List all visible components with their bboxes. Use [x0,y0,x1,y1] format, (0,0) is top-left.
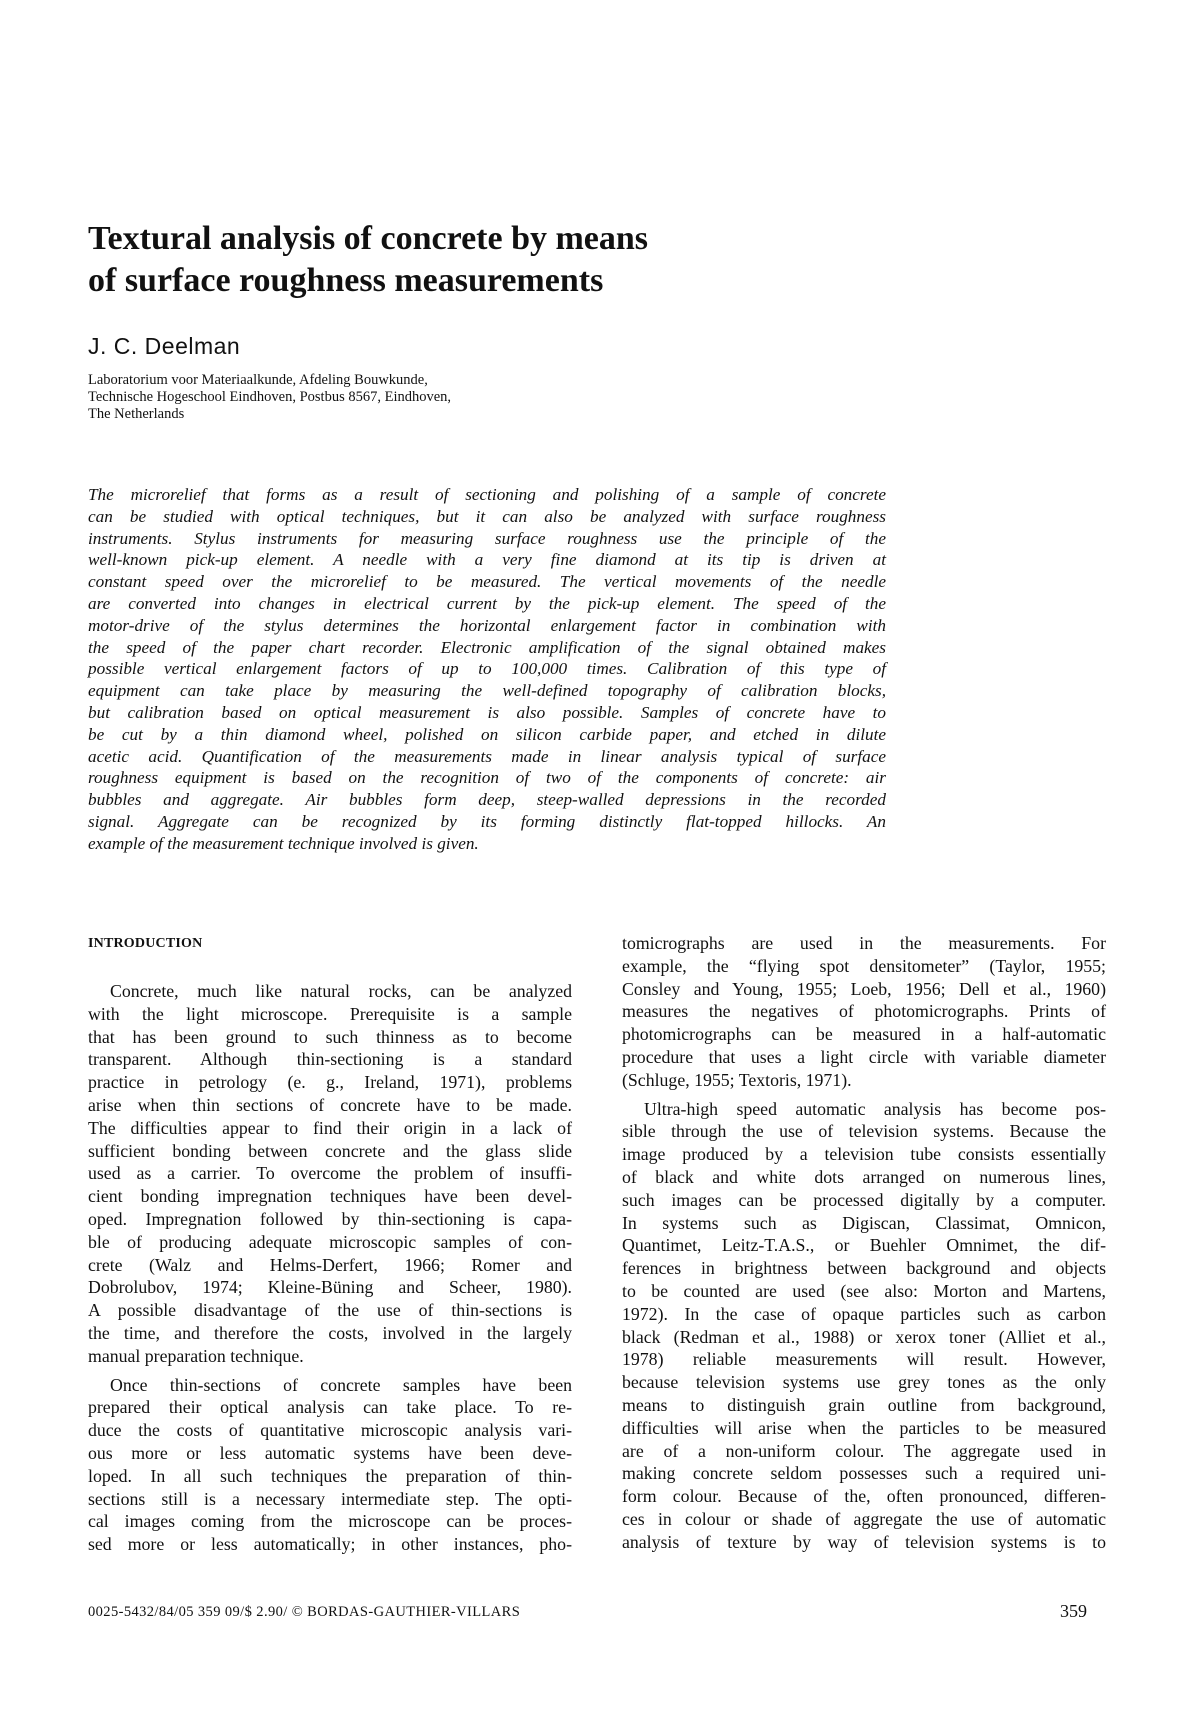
abstract-line: motor-drive of the stylus determines the horizontal enlargement factor in combination with [88,615,886,635]
text-line: crete (Walz and Helms-Derfert, 1966; Romer and [88,1254,572,1275]
text-line: sible through the use of television systems. Because the [622,1121,1106,1142]
page-number: 359 [1060,1601,1087,1621]
abstract-line: can be studied with optical techniques, but it can also be analyzed with surface roughness [88,506,886,526]
abstract-line: example of the measurement technique involved is given. [88,833,479,853]
text-line: 1978) reliable measurements will result. However, [622,1349,1106,1370]
text-line: to be counted are used (see also: Morton and Martens, [622,1280,1106,1301]
abstract-line: well-known pick-up element. A needle with a very fine diamond at its tip is driven at [88,550,886,570]
section-heading-introduction: INTRODUCTION [88,936,203,951]
text-line: sections still is a necessary intermediate step. The opti- [88,1488,572,1509]
text-line: manual preparation technique. [88,1345,304,1366]
text-line: procedure that uses a light circle with variable diameter [622,1046,1106,1067]
text-line: cient bonding impregnation techniques have been devel- [88,1186,572,1207]
affiliation-line: Laboratorium voor Materiaalkunde, Afdeling Bouwkunde, [88,372,428,388]
text-line: loped. In all such techniques the preparation of thin- [88,1465,572,1486]
paragraph [622,932,1106,1092]
author-name: J. C. Deelman [88,333,241,359]
text-line: arise when thin sections of concrete have to be made. [88,1094,572,1115]
paragraph [88,1374,572,1556]
abstract [88,484,886,855]
text-line: difficulties will arise when the particles to be measured [622,1417,1106,1438]
text-line: transparent. Although thin-sectioning is a standard [88,1049,572,1070]
text-line: ferences in brightness between background and objects [622,1258,1106,1279]
affiliation-line: Technische Hogeschool Eindhoven, Postbus 8567, Eindhoven, [88,389,452,405]
text-line: In systems such as Digiscan, Classimat, Omnicon, [622,1212,1106,1233]
text-line: black (Redman et al., 1988) or xerox toner (Alliet et al., [622,1326,1106,1347]
text-line: analysis of texture by way of television systems is to [622,1531,1106,1552]
text-line: form colour. Because of the, often pronounced, differen- [622,1486,1106,1507]
abstract-line: but calibration based on optical measurement is also possible. Samples of concrete have to [88,702,886,722]
text-line: example, the “flying spot densitometer” (Taylor, 1955; [622,955,1106,976]
text-line: Once thin-sections of concrete samples have been [110,1374,572,1395]
text-line: image produced by a television tube consists essentially [622,1144,1106,1165]
title-line: Textural analysis of concrete by means [88,220,649,257]
text-line: 1972). In the case of opaque particles such as carbon [622,1303,1106,1324]
author-affiliation [88,372,451,423]
abstract-line: possible vertical enlargement factors of up to 100,000 times. Calibration of this type of [88,659,886,679]
abstract-line: instruments. Stylus instruments for measuring surface roughness use the principle of the [88,528,886,548]
paragraph [622,1098,1106,1554]
abstract-line: acetic acid. Quantification of the measurements made in linear analysis typical of surface [88,746,886,766]
text-line: because television systems use grey tones as the only [622,1372,1106,1393]
abstract-line: constant speed over the microrelief to be measured. The vertical movements of the needle [88,572,886,592]
text-line: Consley and Young, 1955; Loeb, 1956; Dell et al., 1960) [622,978,1106,999]
paragraph [88,980,572,1368]
text-line: such images can be processed digitally by a computer. [622,1189,1106,1210]
text-line: (Schluge, 1955; Textoris, 1971). [622,1069,852,1090]
text-line: A possible disadvantage of the use of thin-sections is [88,1300,572,1321]
text-line: Quantimet, Leitz-T.A.S., or Buehler Omnimet, the dif- [622,1235,1106,1256]
text-line: sed more or less automatically; in other instances, pho- [88,1534,572,1555]
text-line: The difficulties appear to find their origin in a lack of [88,1117,572,1138]
text-line: Dobrolubov, 1974; Kleine-Büning and Scheer, 1980). [88,1277,572,1298]
abstract-line: be cut by a thin diamond wheel, polished on silicon carbide paper, and etched in dilute [88,724,886,744]
text-line: duce the costs of quantitative microscopic analysis vari- [88,1420,572,1441]
text-line: are of a non-uniform colour. The aggregate used in [622,1440,1106,1461]
abstract-line: bubbles and aggregate. Air bubbles form deep, steep-walled depressions in the recorded [88,790,886,810]
text-line: ble of producing adequate microscopic samples of con- [88,1231,572,1252]
text-line: means to distinguish grain outline from background, [622,1394,1106,1415]
right-column [622,932,1106,1554]
text-line: sufficient bonding between concrete and the glass slide [88,1140,572,1161]
text-line: Concrete, much like natural rocks, can be analyzed [110,981,572,1001]
text-line: the time, and therefore the costs, involved in the largely [88,1322,572,1343]
text-line: cal images coming from the microscope can be proces- [88,1511,572,1532]
text-line: that has been ground to such thinness as to become [88,1026,572,1047]
abstract-line: signal. Aggregate can be recognized by its forming distinctly flat-topped hillocks. An [88,811,886,831]
abstract-line: the speed of the paper chart recorder. Electronic amplification of the signal obtained makes [88,637,886,657]
abstract-line: The microrelief that forms as a result of sectioning and polishing of a sample of concrete [88,485,886,504]
text-line: with the light microscope. Prerequisite is a sample [88,1003,572,1024]
text-line: measures the negatives of photomicrographs. Prints of [622,1001,1106,1022]
left-column [88,980,572,1556]
text-line: prepared their optical analysis can take place. To re- [88,1397,572,1418]
text-line: oped. Impregnation followed by thin-sectioning is capa- [88,1208,572,1229]
text-line: ous more or less automatic systems have been deve- [88,1442,572,1463]
abstract-line: are converted into changes in electrical current by the pick-up element. The speed of the [88,593,886,613]
affiliation-line: The Netherlands [88,406,185,422]
text-line: photomicrographs can be measured in a half-automatic [622,1024,1106,1045]
publication-code: 0025-5432/84/05 359 09/$ 2.90/ © BORDAS-GAUTHIER-VILLARS [88,1604,521,1620]
text-line: making concrete seldom possesses such a required uni- [622,1463,1106,1484]
title-line: of surface roughness measurements [88,262,604,299]
text-line: tomicrographs are used in the measurements. For [622,933,1106,953]
abstract-line: roughness equipment is based on the recognition of two of the components of concrete: air [88,768,886,788]
abstract-line: equipment can take place by measuring the well-defined topography of calibration blocks, [88,681,886,701]
article-title [88,218,788,302]
text-line: ces in colour or shade of aggregate the use of automatic [622,1508,1106,1529]
text-line: practice in petrology (e. g., Ireland, 1971), problems [88,1072,572,1093]
text-line: used as a carrier. To overcome the problem of insuffi- [88,1163,572,1184]
text-line: Ultra-high speed automatic analysis has become pos- [644,1098,1106,1119]
text-line: of black and white dots arranged on numerous lines, [622,1166,1106,1187]
